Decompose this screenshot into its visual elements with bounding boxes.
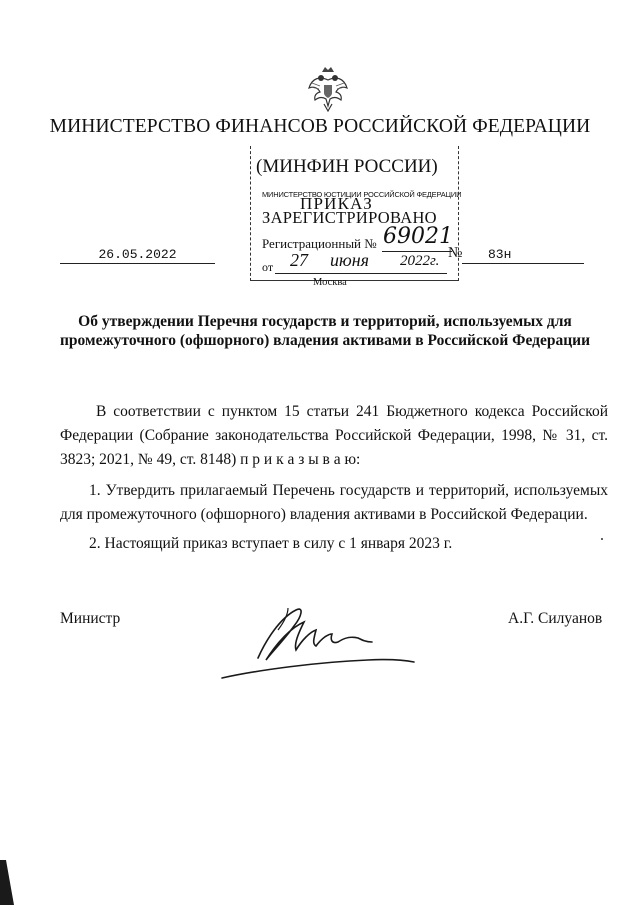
stamp-number: 69021 [383, 224, 453, 249]
stamp-date-day: 27 [290, 250, 308, 270]
stamp-date-year: 2022г. [400, 253, 440, 269]
stamp-date-prefix: от [262, 260, 274, 274]
order-number-underline [462, 263, 584, 264]
stamp-number-label: Регистрационный № [262, 236, 377, 251]
body-paragraph-3: 2. Настоящий приказ вступает в силу с 1 января 2023 г. [89, 535, 453, 552]
ministry-name: МИНИСТЕРСТВО ФИНАНСОВ РОССИЙСКОЙ ФЕДЕРАЦИИ [49, 116, 591, 137]
body-paragraph-2: 1. Утвердить прилагаемый Перечень государств и территорий, используемых для промежуточного (офшорного) владения активами в Российской Федерации. [60, 482, 608, 523]
document-title: Об утверждении Перечня государств и территорий, используемых для промежуточного (офшорного) владения активами в Российской Федерации [60, 313, 590, 349]
stamp-status: ЗАРЕГИСТРИРОВАНО [262, 208, 437, 227]
handwritten-signature [218, 600, 430, 690]
order-number-sign: № [448, 245, 463, 261]
ministry-short-name: (МИНФИН РОССИИ) [256, 156, 438, 177]
signer-name: А.Г. Силуанов [508, 610, 603, 627]
signer-position: Министр [60, 610, 121, 627]
order-date: 26.05.2022 [98, 247, 177, 262]
coat-of-arms-emblem [306, 66, 350, 112]
stamp-number-underline [382, 251, 452, 252]
order-date-underline [60, 263, 215, 264]
order-number: 83н [488, 247, 512, 262]
stamp-date-underline [275, 273, 447, 274]
body-paragraph-1: В соответствии с пунктом 15 статьи 241 Бюджетного кодекса Российской Федерации (Собрание законодательства Российской Федерации, 1998, № 31, ст. 3823; 2021, № 49, ст. 8148) п р и к а з ы в а ю: [60, 403, 608, 468]
order-city: Москва [313, 277, 347, 288]
stamp-organization: МИНИСТЕРСТВО ЮСТИЦИИ РОССИЙСКОЙ ФЕДЕРАЦИИ [262, 190, 462, 199]
scan-speck [601, 538, 603, 540]
stamp-date-month: июня [330, 250, 369, 270]
scan-edge-mark [0, 860, 20, 905]
stamp-doc-type: ПРИКАЗ [300, 194, 373, 213]
